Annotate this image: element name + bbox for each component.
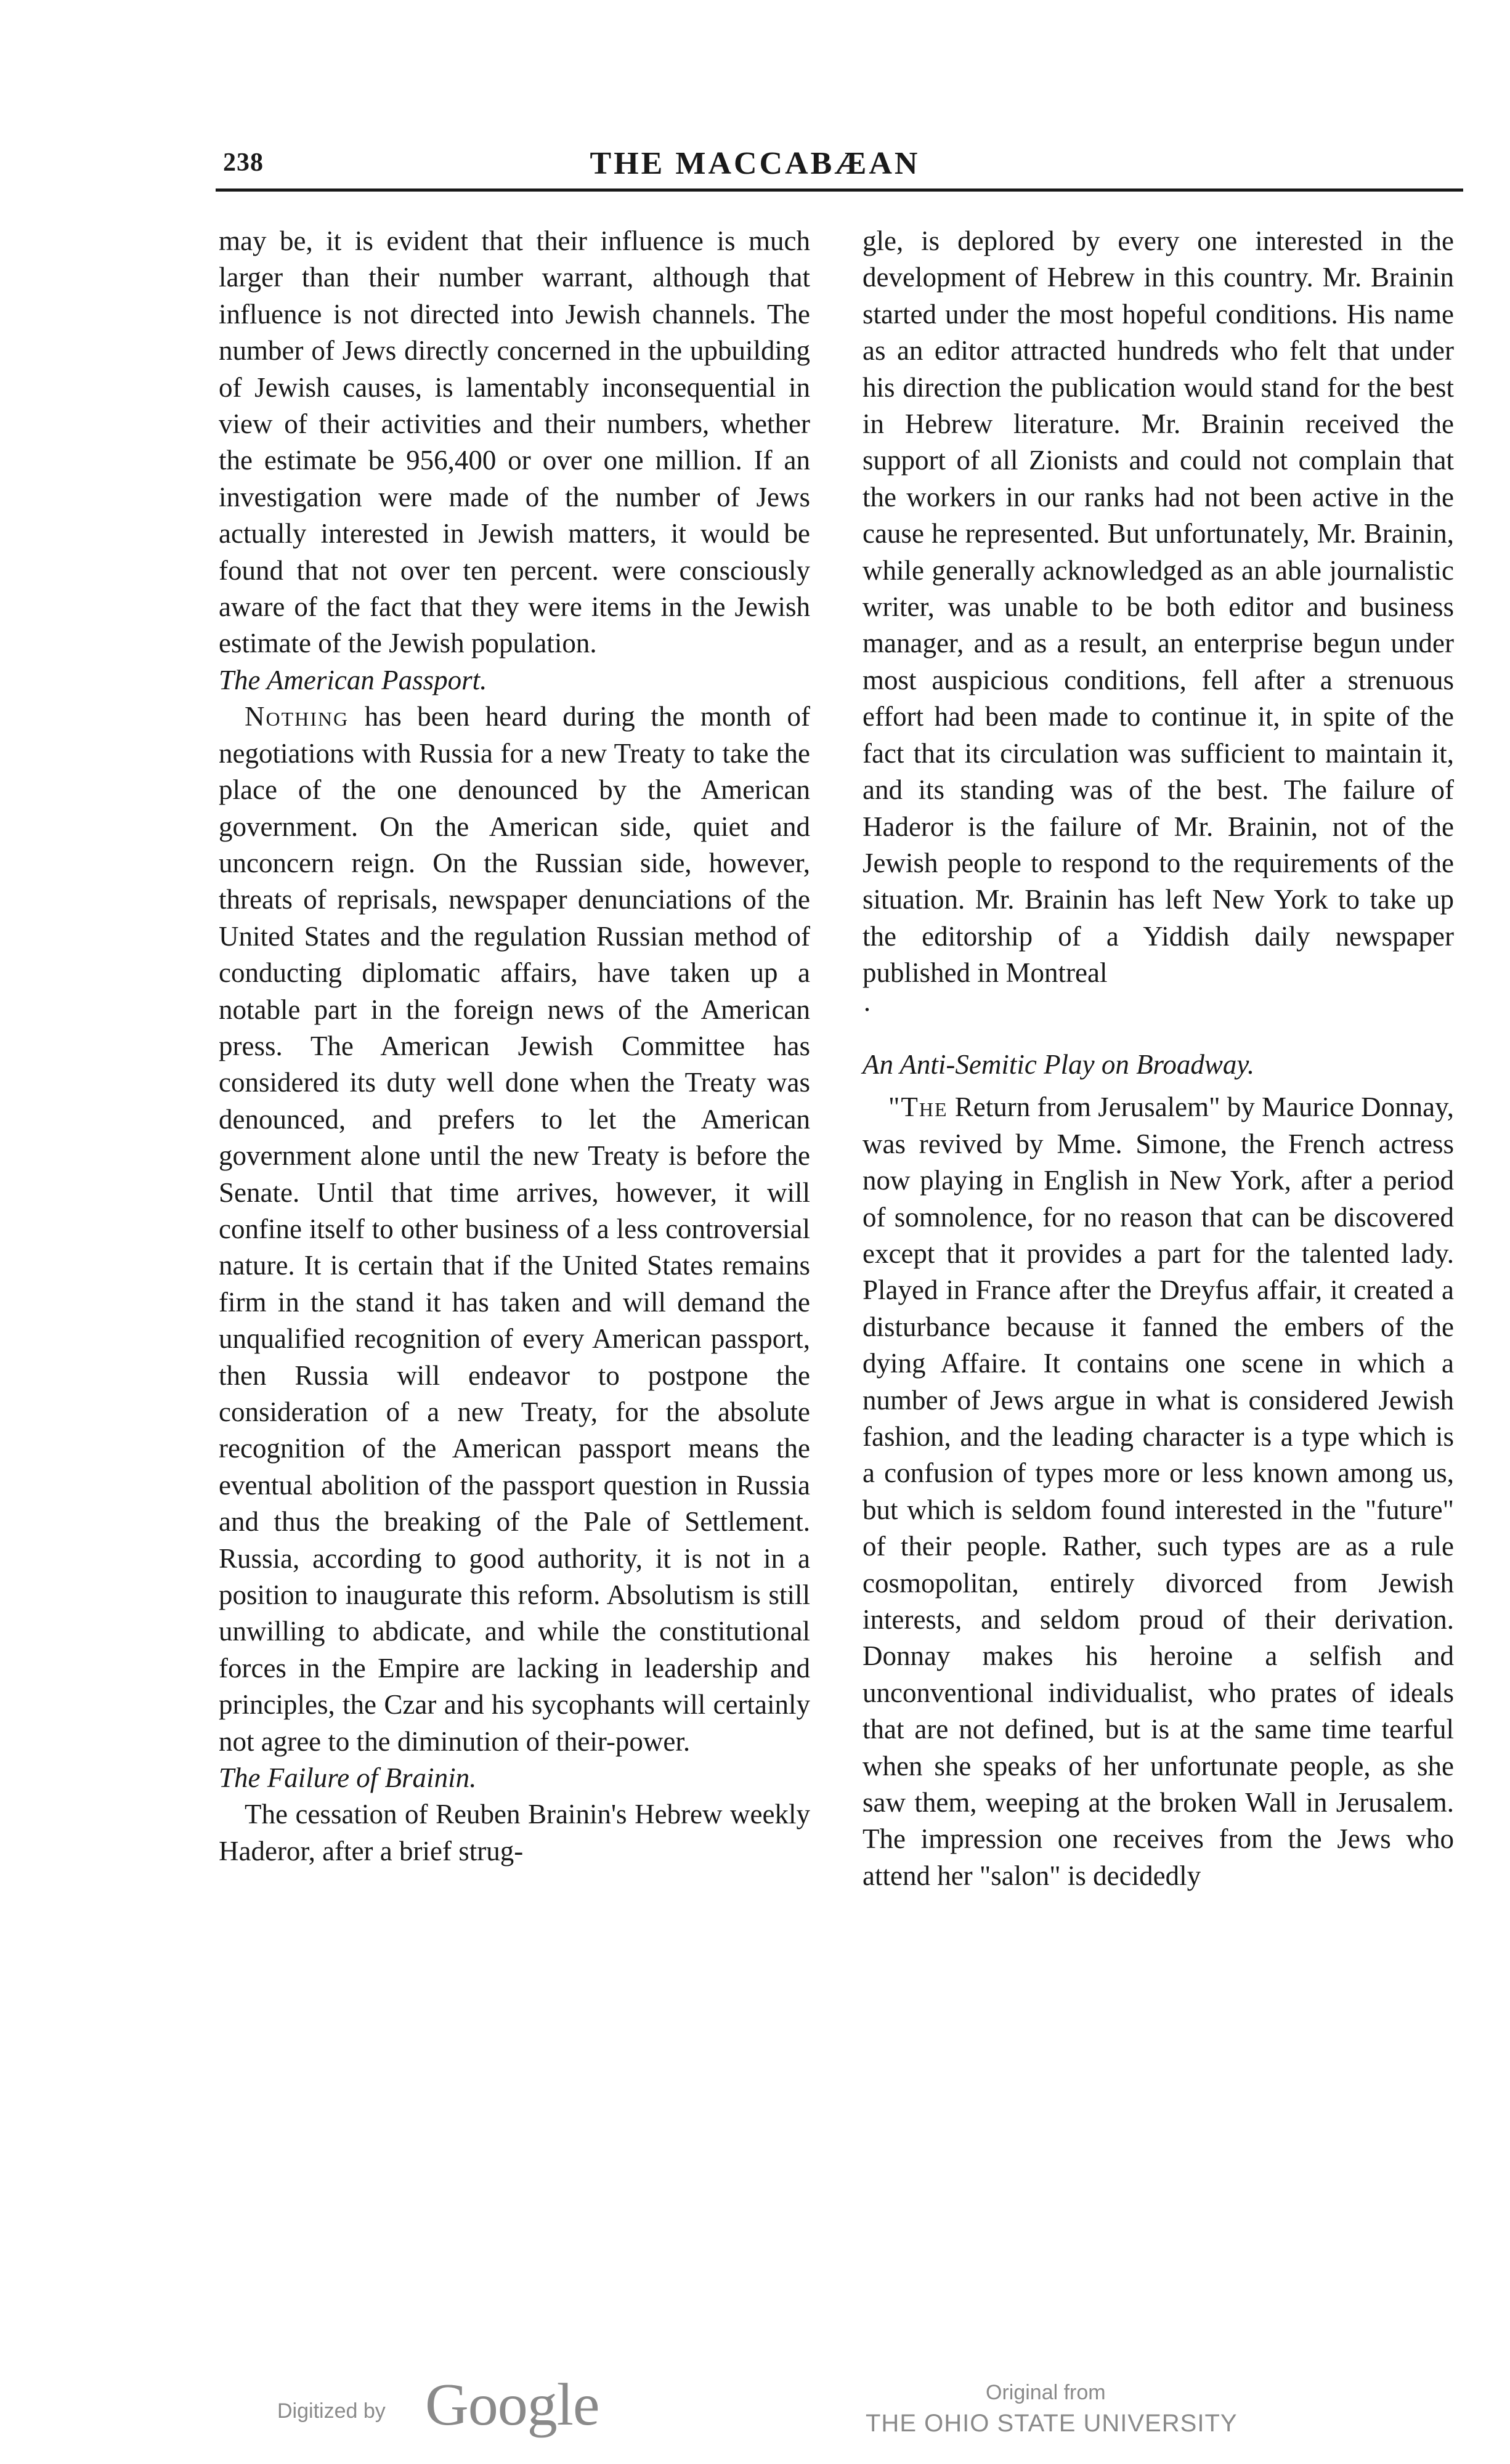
- footer-google-logo: Google: [425, 2372, 599, 2438]
- right-column: [863, 223, 1454, 1894]
- play-lead-word: "The: [888, 1092, 948, 1123]
- page-number: 238: [223, 148, 264, 177]
- paragraph-anti-semitic-play: [863, 1089, 1454, 1894]
- left-column: [219, 223, 810, 1870]
- paragraph-jewish-influence: may be, it is evident that their influence is much larger than their number warrant, although that influence is not directed into Jewish channels. The number of Jews directly concerned in the upbuilding of Jewish causes, is lamentably inconsequential in view of their activities and their numbers, whether the estimate be 956,400 or over one million. If an investigation were made of the number of Jews actually interested in Jewish matters, it would be found that not over ten percent. were consciously aware of the fact that they were items in the Jewish estimate of the Jewish population.: [219, 225, 810, 659]
- passport-lead-word: Nothing: [245, 701, 349, 732]
- footer-original-from: Original from: [986, 2381, 1106, 2404]
- play-body: Return from Jerusalem" by Maurice Donnay, was revived by Mme. Simone, the French actress now playing in English in New York, after a period of somnolence, for no reason that can be discovered except that it provides a part for the talented lady. Played in France after the Dreyfus affair, it created a disturbance because it fanned the embers of the dying Affaire. It contains one scene in which a number of Jews argue in what is considered Jewish fashion, and the leading character is a type which is a confusion of types more or less known among us, but which is seldom found interested in the "future" of their people. Rather, such types are as a rule cosmopolitan, entirely divorced from Jewish interests, and seldom proud of their derivation. Donnay makes his heroine a selfish and unconventional individualist, who prates of ideals that are not defined, but is at the same time tearful when she speaks of her unfortunate people, as she saw them, weeping at the broken Wall in Jerusalem. The impression one receives from the Jews who attend her "salon" is decidedly: [863, 1092, 1454, 1891]
- section-title-american-passport: The American Passport.: [219, 664, 487, 695]
- section-title-anti-semitic-play: An Anti-Semitic Play on Broadway.: [863, 1048, 1255, 1080]
- paragraph-brainin-start: The cessation of Reuben Brainin's Hebrew weekly Haderor, after a brief strug-: [219, 1799, 810, 1866]
- footer-university: THE OHIO STATE UNIVERSITY: [866, 2410, 1238, 2437]
- paragraph-american-passport: [219, 699, 810, 1760]
- stray-mark: ·: [863, 994, 872, 1025]
- header-rule: [216, 188, 1463, 192]
- paragraph-brainin-continued: gle, is deplored by every one interested in the development of Hebrew in this country. Mr. Brainin started under the most hopeful conditions. His name as an editor attracted hundreds who felt that under his direction the publication would stand for the best in Hebrew literature. Mr. Brainin received the support of all Zionists and could not complain that the workers in our ranks had not been active in the cause he represented. But unfortunately, Mr. Brainin, while generally acknowledged as an able journalistic writer, was unable to be both editor and business manager, and as a result, an enterprise begun under most auspicious conditions, fell after a strenuous effort had been made to continue it, in spite of the fact that its circulation was sufficient to maintain it, and its standing was of the best. The failure of Haderor is the failure of Mr. Brainin, not of the Jewish people to respond to the requirements of the situation. Mr. Brainin has left New York to take up the editorship of a Yiddish daily newspaper published in Montreal: [863, 225, 1454, 989]
- passport-body: has been heard during the month of negotiations with Russia for a new Treaty to take the place of the one denounced by the American government. On the American side, quiet and unconcern reign. On the Russian side, however, threats of reprisals, newspaper denunciations of the United States and the regulation Russian method of conducting diplomatic affairs, have taken up a notable part in the foreign news of the American press. The American Jewish Committee has considered its duty well done when the Treaty was denounced, and prefers to let the American government alone until the new Treaty is before the Senate. Until that time arrives, however, it will confine itself to other business of a less controversial nature. It is certain that if the United States remains firm in the stand it has taken and will demand the unqualified recognition of every American passport, then Russia will endeavor to postpone the consideration of a new Treaty, for the absolute recognition of the American passport means the eventual abolition of the passport question in Russia and thus the breaking of the Pale of Settlement. Russia, according to good authority, it is not in a position to inaugurate this reform. Absolutism is still unwilling to abdicate, and while the constitutional forces in the Empire are lacking in leadership and principles, the Czar and his sycophants will certainly not agree to the diminution of their-power.: [219, 701, 810, 1757]
- section-title-failure-of-brainin: The Failure of Brainin.: [219, 1762, 477, 1794]
- journal-title: THE MACCABÆAN: [590, 146, 920, 181]
- footer-digitized-by: Digitized by: [277, 2399, 386, 2423]
